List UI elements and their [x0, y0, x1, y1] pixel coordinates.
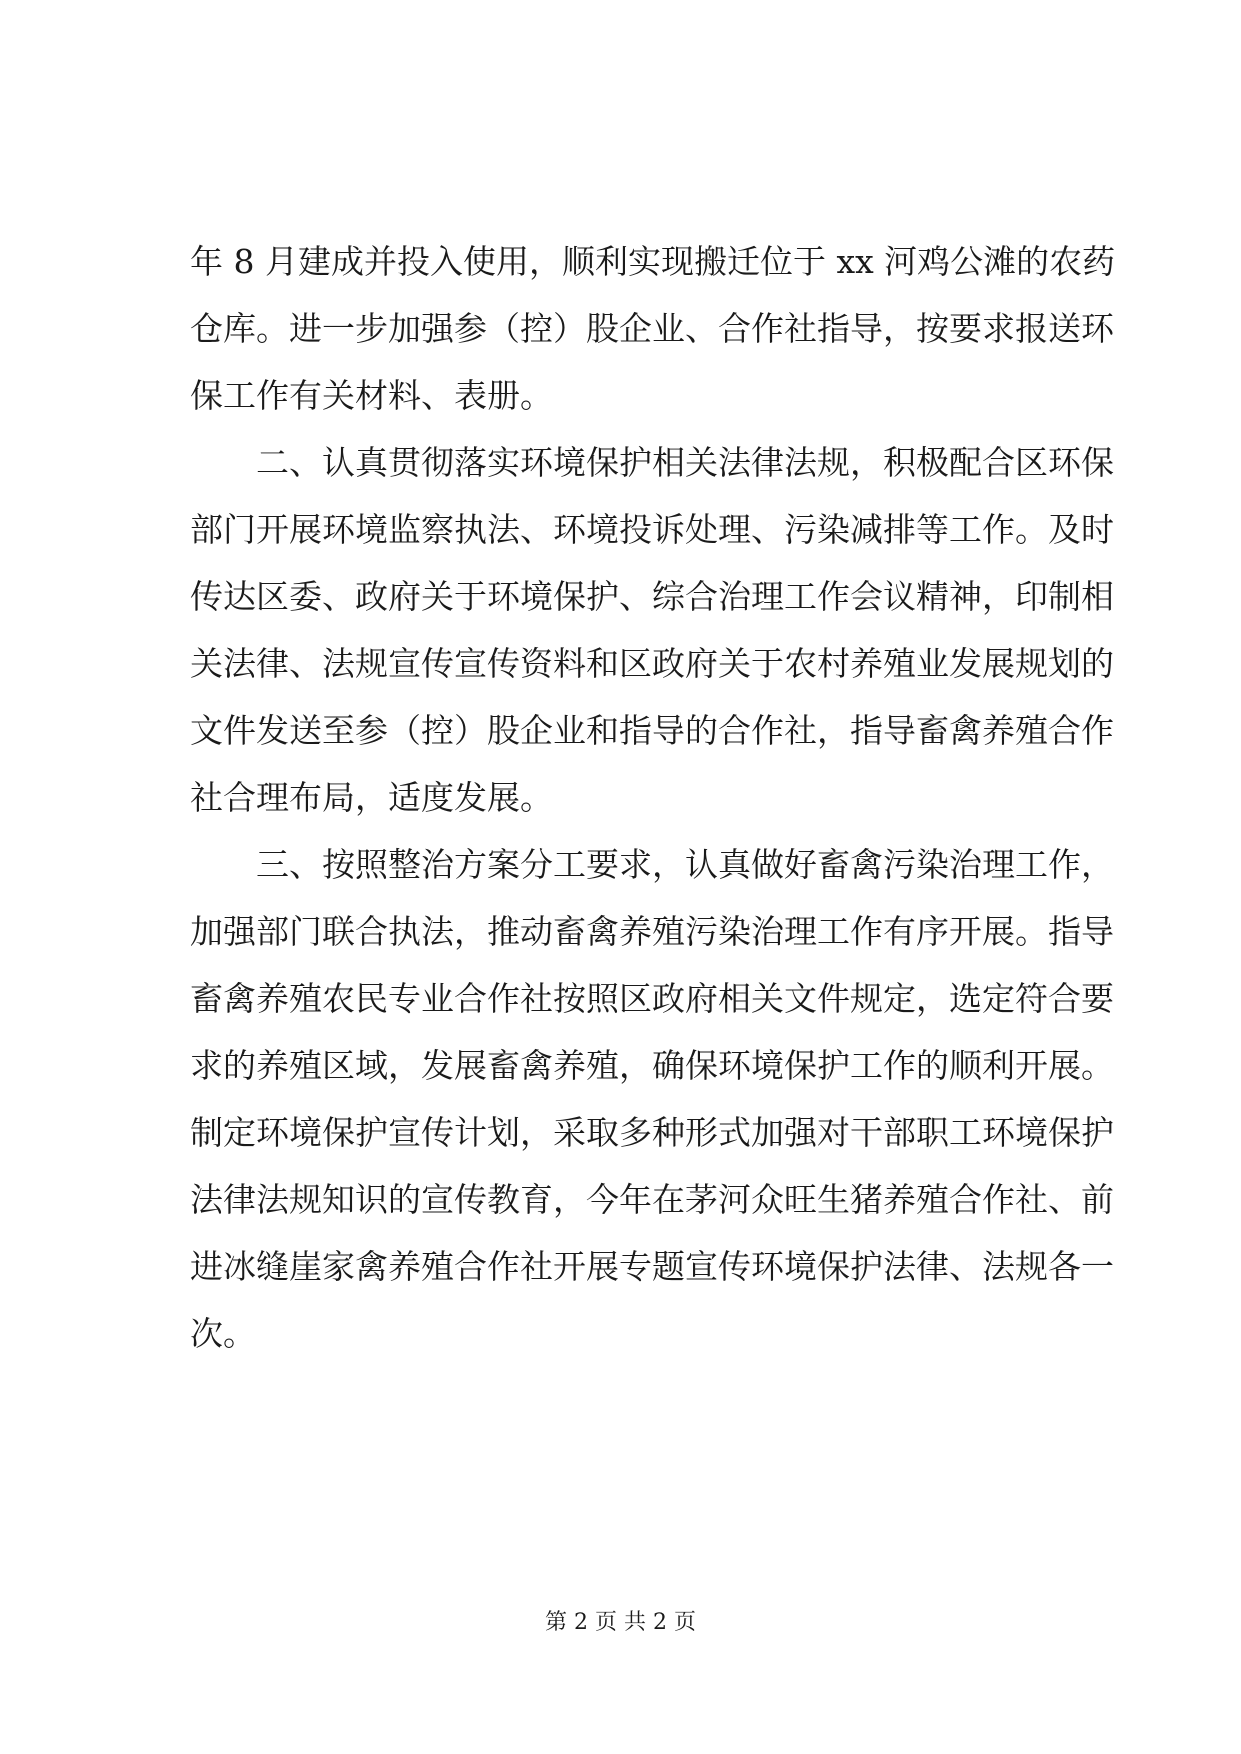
text-line: 制定环境保护宣传计划，采取多种形式加强对干部职工环境保护	[190, 1113, 1114, 1152]
text-line: 法律法规知识的宣传教育，今年在茅河众旺生猪养殖合作社、前	[190, 1180, 1114, 1219]
text-line: 加强部门联合执法，推动畜禽养殖污染治理工作有序开展。指导	[190, 912, 1114, 951]
text-line: 求的养殖区域，发展畜禽养殖，确保环境保护工作的顺利开展。	[190, 1046, 1114, 1085]
text-line: 关法律、法规宣传宣传资料和区政府关于农村养殖业发展规划的	[190, 644, 1114, 683]
text-line: 部门开展环境监察执法、环境投诉处理、污染减排等工作。及时	[190, 510, 1114, 549]
text-line: 畜禽养殖农民专业合作社按照区政府相关文件规定，选定符合要	[190, 979, 1114, 1018]
text-line: 保工作有关材料、表册。	[190, 376, 553, 415]
paragraph-section-three	[190, 831, 1114, 1367]
text-line: 仓库。进一步加强参（控）股企业、合作社指导，按要求报送环	[190, 309, 1114, 348]
paragraph-section-two	[190, 429, 1114, 831]
text-line: 次。	[190, 1314, 256, 1353]
text-line: 二、认真贯彻落实环境保护相关法律法规，积极配合区环保	[256, 443, 1114, 482]
text-line: 社合理布局，适度发展。	[190, 778, 553, 817]
text-line: 三、按照整治方案分工要求，认真做好畜禽污染治理工作，	[256, 845, 1114, 884]
document-body	[190, 228, 1116, 1367]
text-line: 进冰缝崖家禽养殖合作社开展专题宣传环境保护法律、法规各一	[190, 1247, 1114, 1286]
paragraph-continuation	[190, 228, 1116, 429]
page-number-footer: 第 2 页 共 2 页	[545, 1610, 696, 1635]
text-line: 年 8 月建成并投入使用，顺利实现搬迁位于 xx 河鸡公滩的农药	[190, 242, 1116, 281]
text-line: 文件发送至参（控）股企业和指导的合作社，指导畜禽养殖合作	[190, 711, 1114, 750]
text-line: 传达区委、政府关于环境保护、综合治理工作会议精神，印制相	[190, 577, 1114, 616]
